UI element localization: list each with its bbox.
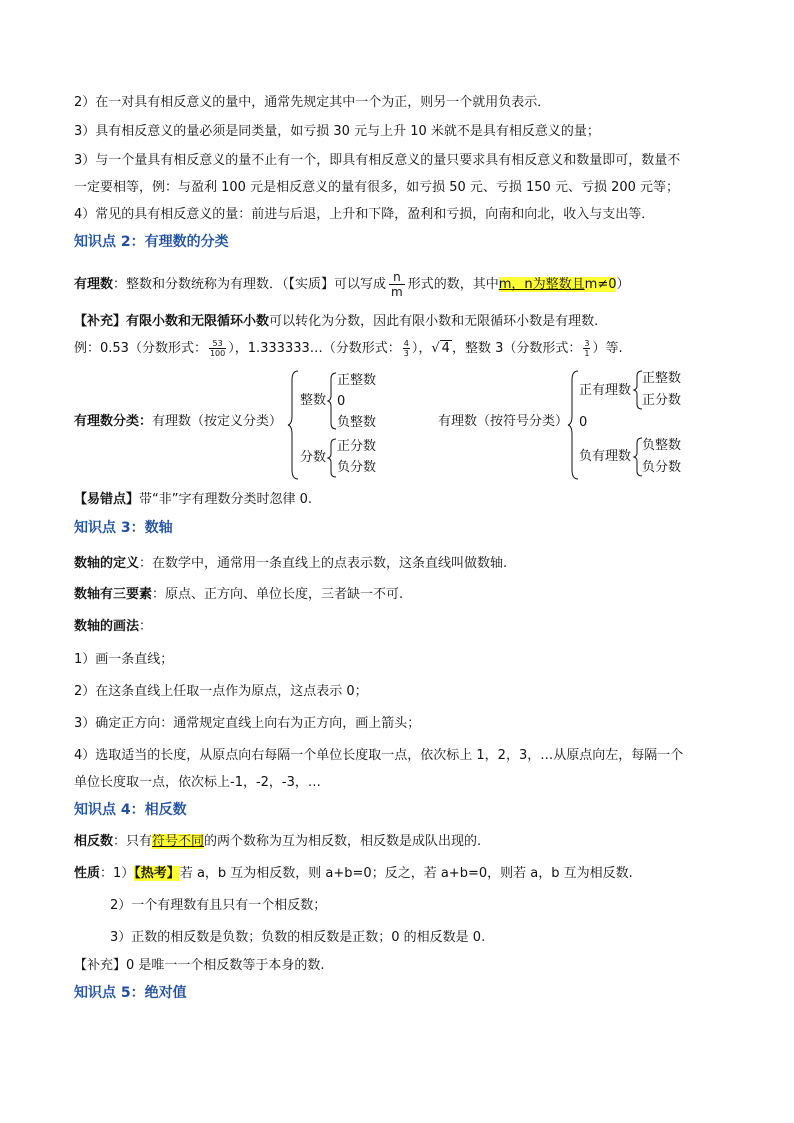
sqrt-4: √ 4 (431, 341, 450, 356)
class-fraction: 分数 (300, 450, 327, 465)
example-line: 例：0.53（分数形式： $\frac{53}{100}$ ），1.333333…（分数形式： $\frac{4}{3}$ ），√ 4 ，整数 3（分数形式： $\frac{3}{1}$ ）等. (74, 339, 623, 358)
section-heading-kp4: 知识点 4：相反数 (74, 802, 187, 818)
paragraph-line: 一定要相等，例：与盈利 100 元是相反意义的量有很多，如亏损 50 元、亏损 150 元、亏损 200 元等； (74, 180, 680, 195)
term-label: 有理数 (74, 277, 114, 292)
highlight-sign-different: 符号不同 (152, 834, 205, 849)
classification-by-sign-title: 有理数（按符号分类） (438, 414, 569, 429)
fraction-53-100: $\frac{53}{100}$ (209, 339, 226, 358)
fraction-4-3: $\frac{4}{3}$ (403, 339, 409, 358)
number-line-drawing-title: 数轴的画法： (74, 619, 153, 634)
section-heading-kp3: 知识点 3：数轴 (74, 520, 173, 536)
property-line: 性质：1）【热考】若 a，b 互为相反数，则 a+b=0；反之，若 a+b=0，则若 a，b 互为相反数. (74, 866, 633, 881)
definition-text: 形式的数，其中 (407, 277, 499, 292)
paragraph-line: 4）常见的具有相反意义的量：前进与后退，上升和下降，盈利和亏损，向南和向北，收入与支出等． (74, 207, 655, 222)
fraction-3-1: $\frac{3}{1}$ (584, 339, 590, 358)
class-positive-integer: 正整数 (337, 373, 377, 388)
step-item: 2）在这条直线上任取一点作为原点，这点表示 0； (74, 684, 368, 699)
class-negative-fraction: 负分数 (642, 460, 682, 475)
class-integer: 整数 (300, 393, 327, 408)
class-negative-integer: 负整数 (642, 438, 682, 453)
supplement-line: 【补充】有限小数和无限循环小数可以转化为分数，因此有限小数和无限循环小数是有理数. (74, 314, 599, 329)
class-negative-rational: 负有理数 (579, 449, 632, 464)
opposite-number-definition: 相反数：只有符号不同的两个数称为互为相反数，相反数是成队出现的. (74, 834, 482, 849)
property-item: 3）正数的相反数是负数；负数的相反数是正数；0 的相反数是 0. (110, 930, 486, 945)
error-prone-line: 【易错点】带“非”字有理数分类时忽律 0. (74, 492, 313, 507)
number-line-definition: 数轴的定义：在数学中，通常用一条直线上的点表示数，这条直线叫做数轴. (74, 556, 508, 571)
supplement-label: 【补充】 (74, 314, 127, 329)
class-positive-rational: 正有理数 (579, 383, 632, 398)
number-line-elements: 数轴有三要素：原点、正方向、单位长度，三者缺一不可. (74, 587, 404, 602)
step-item: 1）画一条直线； (74, 652, 174, 667)
paragraph-line: 3）与一个量具有相反意义的量不止有一个，即具有相反意义的量只要求具有相反意义和数量即可，数量不 (74, 153, 681, 168)
class-zero: 0 (337, 394, 346, 409)
class-positive-fraction: 正分数 (337, 439, 377, 454)
classification-by-definition-title: 有理数（按定义分类） (152, 414, 283, 429)
section-heading-kp2: 知识点 2：有理数的分类 (74, 234, 229, 250)
error-prone-label: 【易错点】 (74, 492, 140, 507)
fraction-n-over-m: $\frac{n}{m}$ (391, 270, 403, 299)
definition-text: ：整数和分数统称为有理数．（【实质】可以写成 (113, 277, 387, 292)
paragraph-line: 2）在一对具有相反意义的量中，通常先规定其中一个为正，则另一个就用负表示． (74, 95, 551, 110)
paragraph-line: 3）具有相反意义的量必须是同类量，如亏损 30 元与上升 10 米就不是具有相反意义的量； (74, 124, 600, 139)
section-heading-kp5: 知识点 5：绝对值 (74, 985, 187, 1001)
highlight-m-nonzero: m≠0 (584, 277, 617, 292)
class-zero: 0 (579, 415, 588, 430)
class-negative-integer: 负整数 (337, 415, 377, 430)
highlight-hot-exam: 【热考】 (134, 866, 180, 881)
class-negative-fraction: 负分数 (337, 460, 377, 475)
step-item: 单位长度取一点，依次标上-1，-2，-3，… (74, 775, 321, 790)
step-item: 3）确定正方向：通常规定直线上向右为正方向，画上箭头； (74, 716, 421, 731)
property-item: 2）一个有理数有且只有一个相反数； (110, 898, 327, 913)
highlight-mn: m，n为整数且 (498, 277, 585, 292)
supplement-line: 【补充】0 是唯一一个相反数等于本身的数. (74, 958, 325, 973)
step-item: 4）选取适当的长度，从原点向右每隔一个单位长度取一点，依次标上 1，2，3，…从原点向左，每隔一个 (74, 748, 684, 763)
classification-label: 有理数分类：有理数（按定义分类） (74, 414, 283, 429)
rational-definition: 有理数：整数和分数统称为有理数．（【实质】可以写成 $\frac{n}{m}$ 形式的数，其中m，n为整数且m≠0） (74, 270, 630, 299)
class-positive-fraction: 正分数 (642, 393, 682, 408)
class-positive-integer: 正整数 (642, 371, 682, 386)
